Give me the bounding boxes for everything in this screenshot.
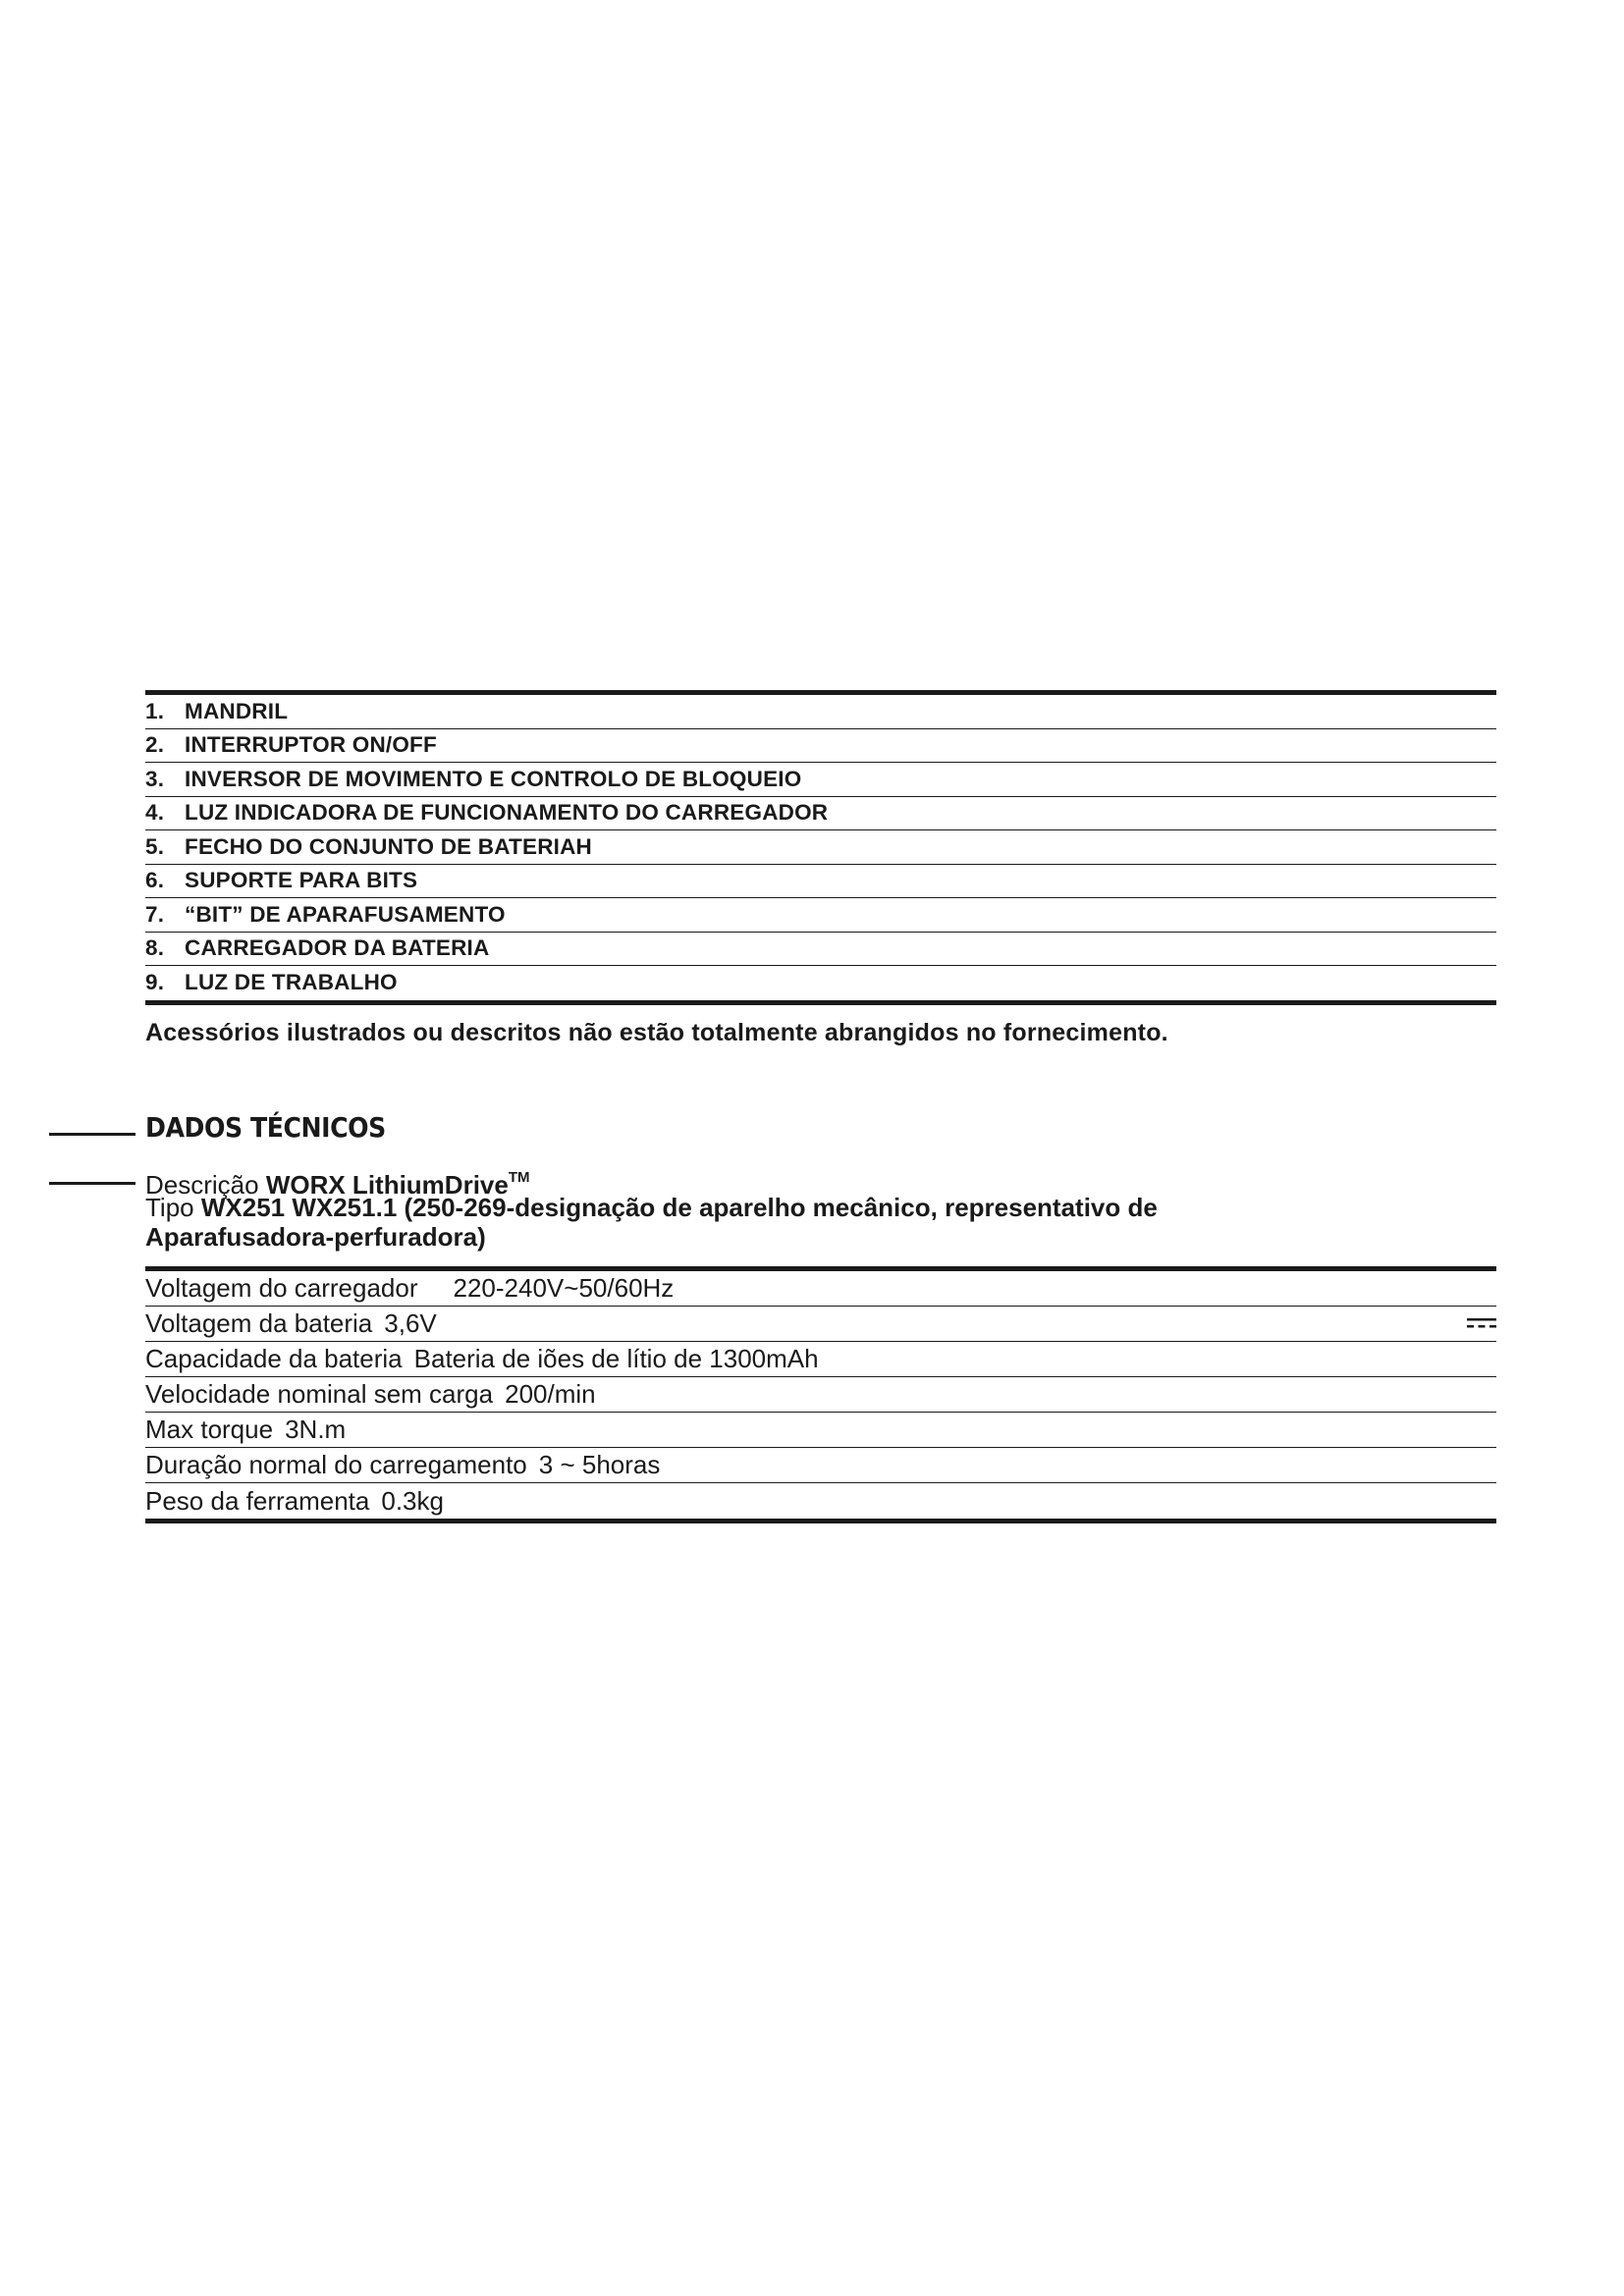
part-number: 2.: [145, 732, 165, 758]
spec-row: [145, 1342, 1496, 1377]
spec-value: 3 ~ 5horas: [538, 1450, 661, 1479]
spec-row: [145, 1448, 1496, 1483]
description-marker-rule: [49, 1182, 135, 1185]
spec-row: [145, 1307, 1496, 1342]
part-item: [145, 898, 1496, 933]
part-label: INTERRUPTOR ON/OFF: [185, 732, 437, 758]
accessories-note: Acessórios ilustrados ou descritos não estão totalmente abrangidos no fornecimento.: [145, 1019, 1168, 1046]
part-label: INVERSOR DE MOVIMENTO E CONTROLO DE BLOQUEIO: [185, 766, 802, 791]
part-label: FECHO DO CONJUNTO DE BATERIAH: [185, 833, 592, 859]
part-item: [145, 695, 1496, 729]
part-number: 7.: [145, 901, 165, 927]
type-line-continued: [145, 1221, 486, 1253]
trademark-mark: TM: [508, 1169, 530, 1186]
spec-value: 0.3kg: [381, 1485, 444, 1516]
spec-value: Bateria de iões de lítio de 1300mAh: [413, 1344, 819, 1373]
spec-label: Capacidade da bateria: [145, 1344, 403, 1373]
spec-label: Peso da ferramenta: [145, 1485, 370, 1516]
part-label: CARREGADOR DA BATERIA: [185, 935, 490, 961]
part-number: 6.: [145, 868, 165, 893]
spec-value: 220-240V~50/60Hz: [453, 1273, 675, 1303]
spec-row: [145, 1377, 1496, 1413]
spec-value: 200/min: [505, 1379, 596, 1409]
part-number: 3.: [145, 766, 165, 791]
part-item: [145, 729, 1496, 764]
part-label: SUPORTE PARA BITS: [185, 868, 418, 893]
part-number: 1.: [145, 698, 165, 723]
spec-label: Voltagem do carregador: [145, 1273, 418, 1303]
part-number: 5.: [145, 833, 165, 859]
spec-label: Voltagem da bateria: [145, 1308, 373, 1338]
part-label: MANDRIL: [185, 698, 289, 723]
spec-row: [145, 1413, 1496, 1448]
part-item: [145, 865, 1496, 899]
part-number: 9.: [145, 970, 165, 995]
part-item: [145, 797, 1496, 831]
part-label: LUZ INDICADORA DE FUNCIONAMENTO DO CARREGADOR: [185, 800, 829, 826]
spec-label: Velocidade nominal sem carga: [145, 1379, 494, 1409]
part-item: [145, 763, 1496, 797]
part-label: LUZ DE TRABALHO: [185, 970, 398, 995]
type-value: WX251 WX251.1 (250-269-designação de aparelho mecânico, representativo de: [200, 1193, 1158, 1222]
spec-value: 3N.m: [285, 1415, 347, 1444]
part-number: 4.: [145, 800, 165, 826]
spec-value: 3,6V: [384, 1308, 437, 1338]
parts-list: [145, 690, 1496, 1005]
spec-label: Duração normal do carregamento: [145, 1450, 527, 1479]
part-number: 8.: [145, 935, 165, 961]
section-marker-rule: [49, 1133, 135, 1136]
spec-row: [145, 1271, 1496, 1307]
section-title: DADOS TÉCNICOS: [145, 1111, 386, 1144]
description-label: Descrição: [145, 1170, 259, 1200]
spec-row: [145, 1483, 1496, 1519]
specs-table: [145, 1266, 1496, 1523]
part-item: [145, 933, 1496, 967]
part-item: [145, 830, 1496, 865]
spec-label: Max torque: [145, 1415, 274, 1444]
part-label: “BIT” DE APARAFUSAMENTO: [185, 901, 506, 927]
description-value: WORX LithiumDrive: [265, 1170, 509, 1200]
part-item: [145, 966, 1496, 1000]
type-line: [145, 1192, 1158, 1223]
type-label: Tipo: [145, 1193, 194, 1222]
type-value-continued: Aparafusadora-perfuradora): [145, 1222, 486, 1252]
dc-current-icon: [1467, 1317, 1496, 1329]
